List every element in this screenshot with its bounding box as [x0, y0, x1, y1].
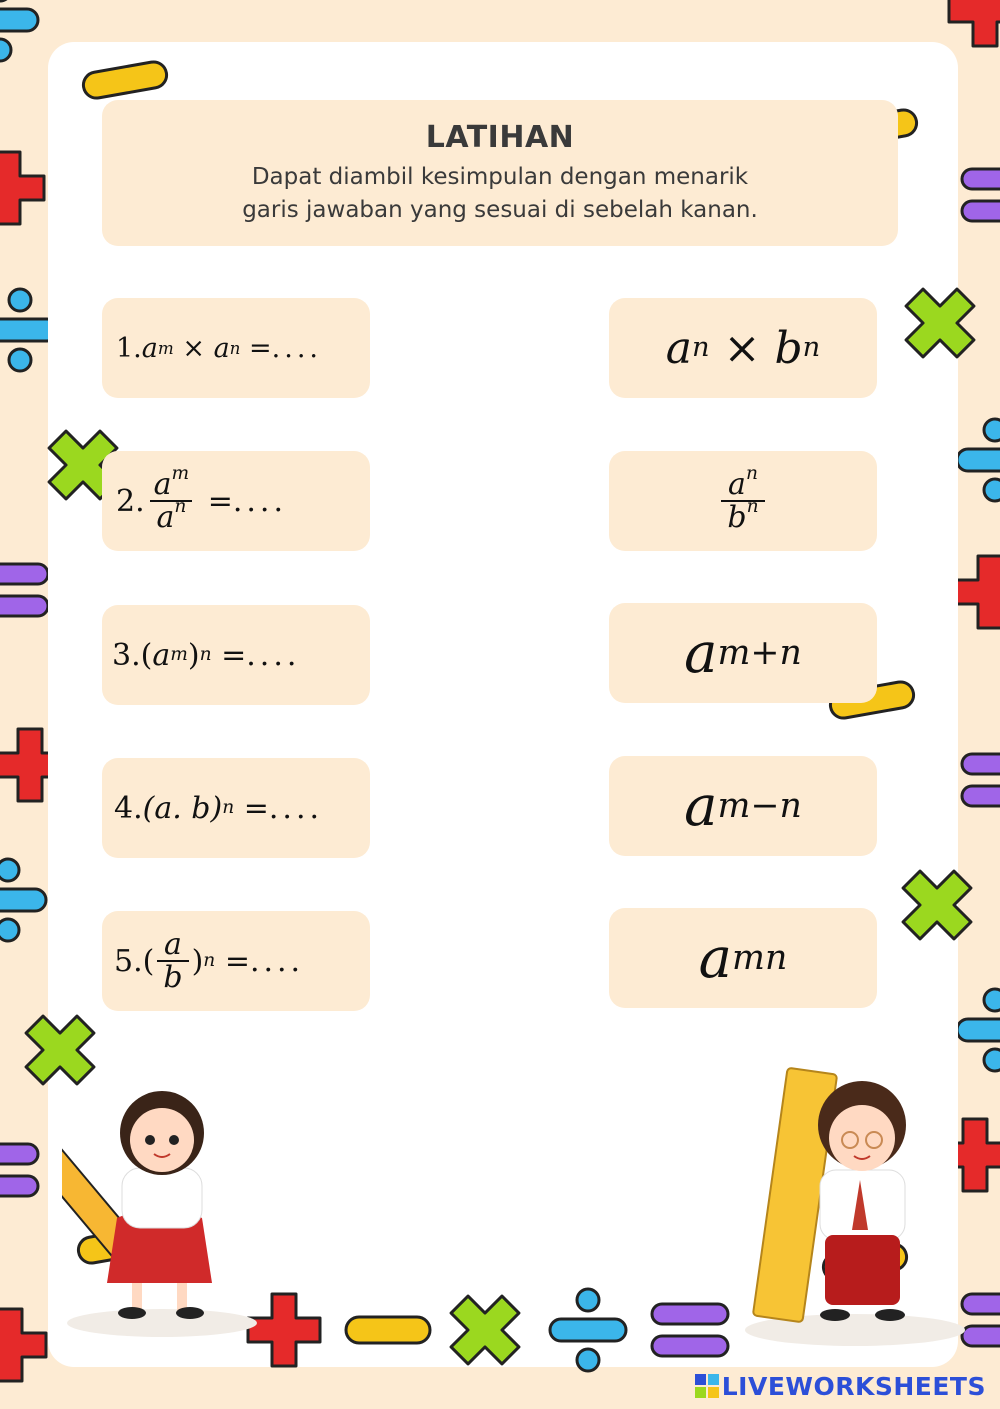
question-5[interactable]: 5. ( $\frac{a}{b}$ ) n = ....: [102, 911, 370, 1011]
answer-5[interactable]: a mn: [609, 908, 877, 1008]
boy-with-ruler-illustration: [740, 1060, 970, 1350]
liveworksheets-logo-icon: [695, 1374, 719, 1398]
brand-name: LIVEWORKSHEETS: [721, 1372, 986, 1401]
girl-with-pencil-illustration: [62, 1068, 262, 1338]
divide-icon: [550, 1289, 626, 1371]
brand-watermark: [695, 1372, 986, 1401]
answer-4[interactable]: a m−n: [609, 756, 877, 856]
times-icon: [434, 1279, 536, 1381]
question-3[interactable]: 3. ( a m ) n = ....: [102, 605, 370, 705]
times-icon: [886, 854, 988, 956]
minus-icon: [346, 1317, 430, 1343]
fraction: $\frac{a^m}{a^n}$: [148, 469, 196, 534]
instructions-box: [102, 100, 898, 246]
answer-3[interactable]: a m+n: [609, 603, 877, 703]
fraction: $\frac{a}{b}$: [157, 929, 188, 994]
instructions-line-1: Dapat diambil kesimpulan dengan menarik: [251, 164, 749, 190]
question-4[interactable]: 4. (a. b) n = ....: [102, 758, 370, 858]
instructions-line-2: garis jawaban yang sesuai di sebelah kanan.: [242, 197, 758, 223]
equals-icon: [652, 1304, 728, 1356]
fraction: $\frac{a^n}{b^n}$: [721, 469, 764, 534]
worksheet-title: LATIHAN: [425, 120, 575, 155]
minus-icon: [81, 60, 168, 100]
question-2[interactable]: 2. $\frac{a^m}{a^n}$ = ....: [102, 451, 370, 551]
times-icon: [889, 272, 991, 374]
answer-1[interactable]: a n × b n: [609, 298, 877, 398]
answer-2[interactable]: [609, 451, 877, 551]
question-1[interactable]: 1. a m × a n = ....: [102, 298, 370, 398]
